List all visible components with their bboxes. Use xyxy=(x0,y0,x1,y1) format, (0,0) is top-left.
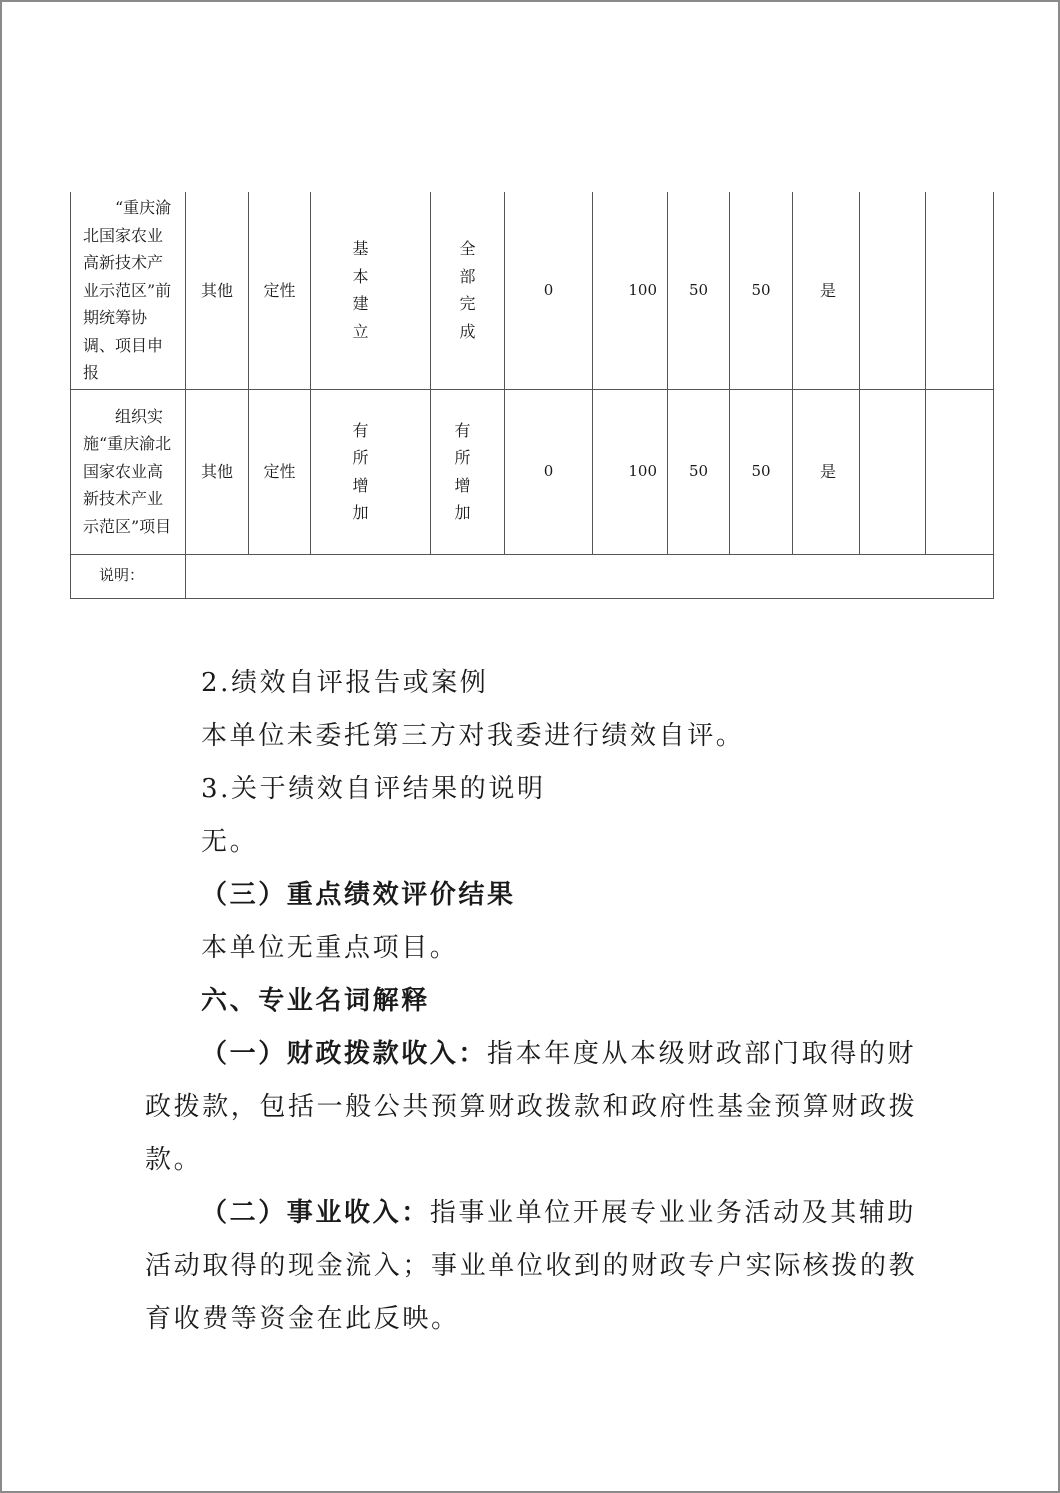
indicator-type: 其他 xyxy=(186,192,249,389)
value-1: 0 xyxy=(505,389,593,554)
subsection-heading-3: 3.关于绩效自评结果的说明 xyxy=(201,774,546,804)
actual-value: 有所增加 xyxy=(454,420,471,522)
target-value: 基本建立 xyxy=(352,239,369,341)
performance-table xyxy=(70,192,994,599)
note-value xyxy=(186,554,994,598)
target-value: 有所增加 xyxy=(352,420,369,522)
extra-cell-2 xyxy=(926,192,994,389)
value-4: 50 xyxy=(730,389,793,554)
definition-2 xyxy=(145,1187,925,1346)
definition-1-body: 指本年度从本级财政部门取得的财政拨款，包括一般公共预算财政拨款和政府性基金预算财政拨款。 xyxy=(145,1039,918,1175)
completed-flag: 是 xyxy=(793,389,860,554)
definition-1 xyxy=(145,1028,925,1187)
extra-cell-1 xyxy=(860,389,926,554)
definition-2-body: 指事业单位开展专业业务活动及其辅助活动取得的现金流入；事业单位收到的财政专户实际核拨的教育收费等资金在此反映。 xyxy=(145,1198,918,1334)
section-3-title: （三）重点绩效评价结果 xyxy=(201,880,516,910)
definition-1-term: （一）财政拨款收入： xyxy=(201,1039,488,1069)
table-row xyxy=(71,192,994,389)
actual-value-cell xyxy=(431,389,505,554)
definition-2-term: （二）事业收入： xyxy=(201,1198,430,1228)
note-row xyxy=(71,554,994,598)
paragraph-2: 本单位未委托第三方对我委进行绩效自评。 xyxy=(201,721,745,751)
target-value-cell xyxy=(311,389,431,554)
note-label: 说明： xyxy=(71,554,186,598)
extra-cell-1 xyxy=(860,192,926,389)
value-2: 100 xyxy=(593,389,668,554)
value-2: 100 xyxy=(593,192,668,389)
body-text xyxy=(145,657,925,1346)
actual-value-cell xyxy=(431,192,505,389)
completed-flag: 是 xyxy=(793,192,860,389)
value-1: 0 xyxy=(505,192,593,389)
section-6-title: 六、专业名词解释 xyxy=(201,986,430,1016)
target-value-cell xyxy=(311,192,431,389)
indicator-nature: 定性 xyxy=(249,192,311,389)
value-3: 50 xyxy=(668,192,730,389)
indicator-type: 其他 xyxy=(186,389,249,554)
indicator-name: “重庆渝北国家农业高新技术产业示范区”前期统筹协调、项目申报 xyxy=(71,192,186,389)
value-3: 50 xyxy=(668,389,730,554)
value-4: 50 xyxy=(730,192,793,389)
paragraph-3: 无。 xyxy=(201,827,259,857)
table-row xyxy=(71,389,994,554)
indicator-nature: 定性 xyxy=(249,389,311,554)
subsection-heading-2: 2.绩效自评报告或案例 xyxy=(201,668,489,698)
extra-cell-2 xyxy=(926,389,994,554)
actual-value: 全部完成 xyxy=(459,239,476,341)
section-3-body: 本单位无重点项目。 xyxy=(201,933,459,963)
indicator-name: 组织实施“重庆渝北国家农业高新技术产业示范区”项目 xyxy=(71,389,186,554)
